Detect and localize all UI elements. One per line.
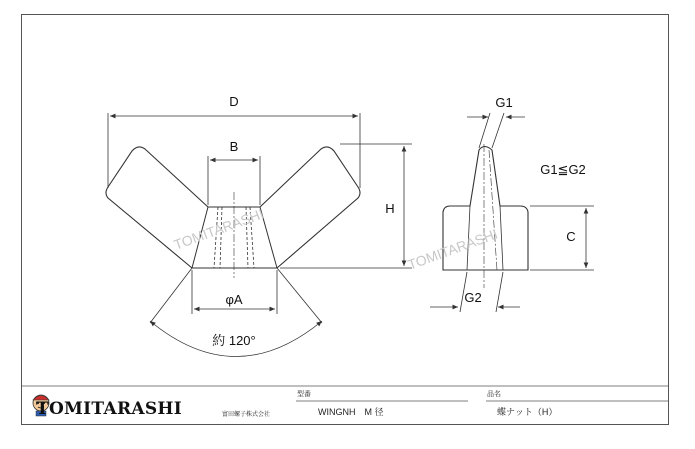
dimension-label-phiA: φA [225,292,243,307]
model-value: WINGNH M 径 [318,407,384,417]
dimension-label-G1: G1 [495,95,513,110]
wing-nut-side-view [443,144,528,288]
watermark-right: TOMITARASHI [405,225,500,273]
name-label: 品名 [487,391,501,398]
dimension-C [530,206,594,270]
dimension-relation: G1≦G2 [540,162,586,177]
dimension-label-C: C [566,229,576,244]
model-label: 型番 [297,391,311,398]
wing-nut-front-view [106,147,360,278]
dimension-label-B: B [229,139,239,154]
watermark-left: TOMITARASHI [171,205,266,253]
dimension-label-D: D [229,94,239,109]
company-brand: TOMITARASHI [36,399,183,419]
dimension-label-H: H [385,201,395,216]
dimension-label-G2: G2 [464,290,482,305]
name-value: 蝶ナット（H） [497,407,558,417]
dimension-label-angle: 約 120° [212,333,256,348]
company-name: 富田螺子株式会社 [222,412,271,418]
dimension-G1 [467,113,525,148]
